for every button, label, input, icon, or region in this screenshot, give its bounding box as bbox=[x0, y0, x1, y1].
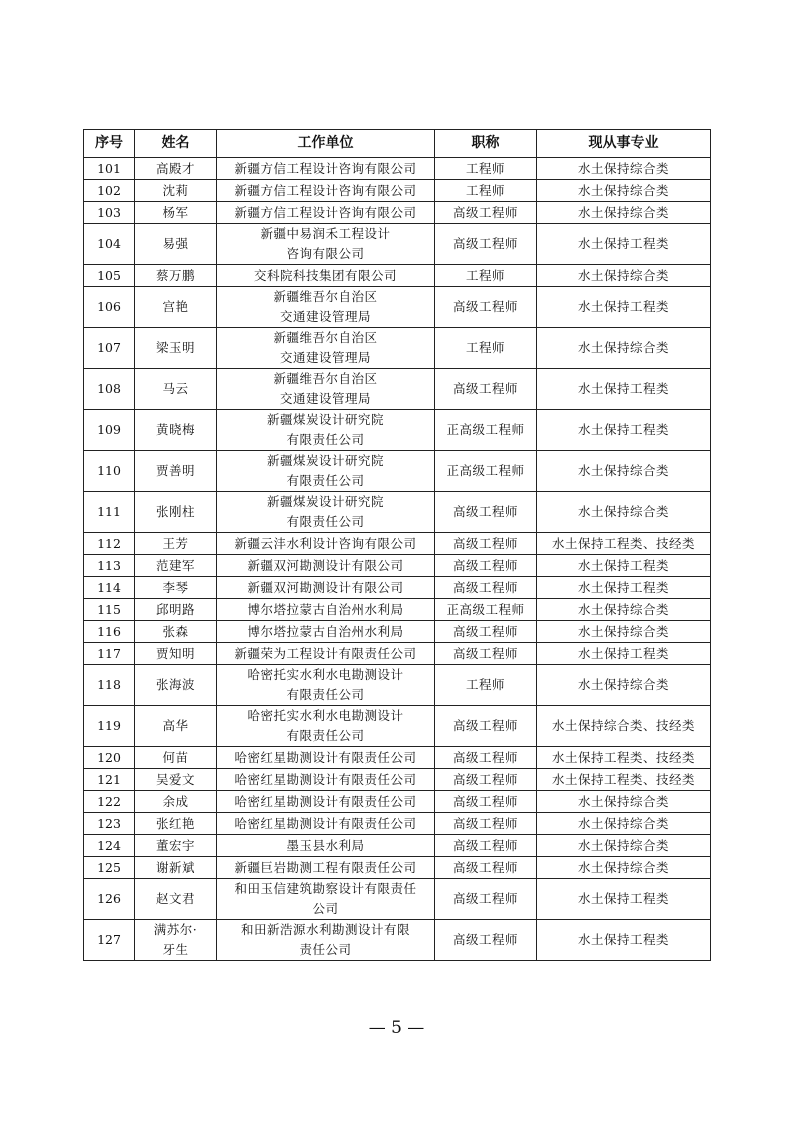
cell-name bbox=[135, 202, 217, 224]
cell-unit bbox=[217, 665, 435, 706]
cell-name-line: 满苏尔· bbox=[153, 922, 198, 937]
cell-unit-line: 新疆荣为工程设计有限责任公司 bbox=[234, 646, 417, 661]
cell-no: 117 bbox=[84, 643, 135, 665]
cell-no: 121 bbox=[84, 769, 135, 791]
cell-unit bbox=[217, 287, 435, 328]
cell-unit-line: 新疆方信工程设计咨询有限公司 bbox=[234, 183, 417, 198]
cell-name bbox=[135, 265, 217, 287]
cell-name bbox=[135, 410, 217, 451]
header-name: 姓名 bbox=[135, 130, 217, 158]
cell-title: 正高级工程师 bbox=[435, 451, 537, 492]
header-major: 现从事专业 bbox=[537, 130, 711, 158]
table-row bbox=[84, 706, 711, 747]
cell-unit bbox=[217, 813, 435, 835]
cell-unit-line: 和田玉信建筑勘察设计有限责任 bbox=[234, 881, 417, 896]
cell-unit bbox=[217, 265, 435, 287]
cell-unit-line: 有限责任公司 bbox=[286, 728, 365, 743]
cell-unit-line: 新疆煤炭设计研究院 bbox=[266, 494, 384, 509]
cell-no: 120 bbox=[84, 747, 135, 769]
cell-no: 109 bbox=[84, 410, 135, 451]
cell-no: 116 bbox=[84, 621, 135, 643]
cell-unit-line: 墨玉县水利局 bbox=[286, 838, 365, 853]
cell-name-line: 张刚柱 bbox=[155, 504, 195, 519]
cell-unit-line: 博尔塔拉蒙古自治州水利局 bbox=[247, 624, 404, 639]
cell-name bbox=[135, 857, 217, 879]
cell-no: 101 bbox=[84, 158, 135, 180]
cell-title: 高级工程师 bbox=[435, 813, 537, 835]
cell-name-line: 董宏宇 bbox=[155, 838, 195, 853]
cell-unit bbox=[217, 706, 435, 747]
cell-name bbox=[135, 813, 217, 835]
cell-unit-line: 交科院科技集团有限公司 bbox=[253, 268, 397, 283]
cell-name bbox=[135, 555, 217, 577]
cell-name bbox=[135, 369, 217, 410]
table-row bbox=[84, 920, 711, 961]
cell-unit-line: 和田新浩源水利勘测设计有限 bbox=[240, 922, 410, 937]
cell-name-line: 梁玉明 bbox=[155, 340, 195, 355]
table-row bbox=[84, 180, 711, 202]
cell-name bbox=[135, 577, 217, 599]
cell-title: 正高级工程师 bbox=[435, 599, 537, 621]
table-row bbox=[84, 492, 711, 533]
cell-unit bbox=[217, 879, 435, 920]
cell-unit-line: 交通建设管理局 bbox=[279, 350, 371, 365]
cell-no: 104 bbox=[84, 224, 135, 265]
table-row bbox=[84, 265, 711, 287]
cell-name-line: 张红艳 bbox=[155, 816, 195, 831]
cell-title: 高级工程师 bbox=[435, 202, 537, 224]
cell-name-line: 吴爱文 bbox=[155, 772, 195, 787]
cell-name bbox=[135, 835, 217, 857]
header-title: 职称 bbox=[435, 130, 537, 158]
cell-title: 高级工程师 bbox=[435, 706, 537, 747]
cell-title: 高级工程师 bbox=[435, 621, 537, 643]
header-no: 序号 bbox=[84, 130, 135, 158]
cell-no: 114 bbox=[84, 577, 135, 599]
cell-unit-line: 新疆维吾尔自治区 bbox=[273, 330, 378, 345]
cell-title: 高级工程师 bbox=[435, 287, 537, 328]
cell-major: 水土保持工程类 bbox=[537, 287, 711, 328]
cell-name bbox=[135, 224, 217, 265]
cell-unit-line: 新疆方信工程设计咨询有限公司 bbox=[234, 161, 417, 176]
cell-unit bbox=[217, 769, 435, 791]
cell-no: 115 bbox=[84, 599, 135, 621]
cell-name-line: 贾知明 bbox=[155, 646, 195, 661]
cell-major: 水土保持综合类 bbox=[537, 813, 711, 835]
table-row bbox=[84, 577, 711, 599]
cell-no: 119 bbox=[84, 706, 135, 747]
cell-major: 水土保持工程类 bbox=[537, 410, 711, 451]
cell-name-line: 黄晓梅 bbox=[155, 422, 195, 437]
cell-name-line: 沈莉 bbox=[162, 183, 189, 198]
cell-unit bbox=[217, 791, 435, 813]
cell-unit bbox=[217, 328, 435, 369]
table-row bbox=[84, 665, 711, 706]
cell-no: 110 bbox=[84, 451, 135, 492]
cell-name bbox=[135, 791, 217, 813]
cell-no: 122 bbox=[84, 791, 135, 813]
cell-no: 108 bbox=[84, 369, 135, 410]
cell-unit-line: 交通建设管理局 bbox=[279, 309, 371, 324]
cell-unit bbox=[217, 621, 435, 643]
cell-major: 水土保持工程类、技经类 bbox=[537, 747, 711, 769]
cell-unit-line: 咨询有限公司 bbox=[286, 246, 365, 261]
cell-name bbox=[135, 599, 217, 621]
cell-title: 高级工程师 bbox=[435, 492, 537, 533]
table-row bbox=[84, 835, 711, 857]
cell-major: 水土保持工程类、技经类 bbox=[537, 533, 711, 555]
cell-unit bbox=[217, 533, 435, 555]
cell-name-line: 赵文君 bbox=[155, 891, 195, 906]
table-row bbox=[84, 599, 711, 621]
cell-name-line: 余成 bbox=[162, 794, 189, 809]
cell-unit-line: 哈密红星勘测设计有限责任公司 bbox=[234, 772, 417, 787]
cell-major: 水土保持工程类 bbox=[537, 577, 711, 599]
cell-name-line: 贾善明 bbox=[155, 463, 195, 478]
cell-no: 107 bbox=[84, 328, 135, 369]
cell-unit bbox=[217, 224, 435, 265]
cell-no: 123 bbox=[84, 813, 135, 835]
cell-unit bbox=[217, 555, 435, 577]
cell-major: 水土保持综合类 bbox=[537, 328, 711, 369]
cell-name bbox=[135, 769, 217, 791]
cell-title: 工程师 bbox=[435, 180, 537, 202]
cell-name bbox=[135, 451, 217, 492]
cell-unit bbox=[217, 835, 435, 857]
cell-major: 水土保持综合类、技经类 bbox=[537, 706, 711, 747]
cell-no: 125 bbox=[84, 857, 135, 879]
cell-unit bbox=[217, 920, 435, 961]
cell-name-line: 谢新斌 bbox=[155, 860, 195, 875]
cell-no: 106 bbox=[84, 287, 135, 328]
page-number: — 5 — bbox=[368, 1018, 425, 1038]
cell-unit-line: 公司 bbox=[312, 901, 339, 916]
cell-no: 118 bbox=[84, 665, 135, 706]
table-row bbox=[84, 158, 711, 180]
table-row bbox=[84, 879, 711, 920]
cell-major: 水土保持综合类 bbox=[537, 835, 711, 857]
cell-name-line: 何苗 bbox=[162, 750, 189, 765]
cell-unit bbox=[217, 202, 435, 224]
cell-unit bbox=[217, 643, 435, 665]
cell-no: 112 bbox=[84, 533, 135, 555]
table-header-row bbox=[84, 130, 711, 158]
cell-title: 工程师 bbox=[435, 328, 537, 369]
cell-no: 126 bbox=[84, 879, 135, 920]
cell-title: 高级工程师 bbox=[435, 769, 537, 791]
cell-major: 水土保持综合类 bbox=[537, 158, 711, 180]
cell-unit bbox=[217, 492, 435, 533]
cell-title: 高级工程师 bbox=[435, 643, 537, 665]
cell-title: 高级工程师 bbox=[435, 555, 537, 577]
cell-unit-line: 哈密红星勘测设计有限责任公司 bbox=[234, 816, 417, 831]
cell-unit-line: 新疆煤炭设计研究院 bbox=[266, 412, 384, 427]
cell-title: 高级工程师 bbox=[435, 920, 537, 961]
cell-major: 水土保持综合类 bbox=[537, 791, 711, 813]
table-row bbox=[84, 224, 711, 265]
cell-name bbox=[135, 533, 217, 555]
cell-no: 105 bbox=[84, 265, 135, 287]
table-row bbox=[84, 857, 711, 879]
cell-name bbox=[135, 879, 217, 920]
cell-name-line: 宫艳 bbox=[162, 299, 189, 314]
cell-name-line: 李琴 bbox=[162, 580, 189, 595]
cell-name bbox=[135, 180, 217, 202]
table-row bbox=[84, 813, 711, 835]
table-row bbox=[84, 369, 711, 410]
cell-major: 水土保持工程类 bbox=[537, 920, 711, 961]
cell-title: 工程师 bbox=[435, 665, 537, 706]
table-row bbox=[84, 328, 711, 369]
cell-name-line: 张森 bbox=[162, 624, 189, 639]
cell-name bbox=[135, 747, 217, 769]
cell-title: 工程师 bbox=[435, 265, 537, 287]
cell-no: 113 bbox=[84, 555, 135, 577]
cell-major: 水土保持综合类 bbox=[537, 180, 711, 202]
cell-major: 水土保持工程类 bbox=[537, 369, 711, 410]
cell-unit-line: 有限责任公司 bbox=[286, 473, 365, 488]
cell-unit-line: 交通建设管理局 bbox=[279, 391, 371, 406]
cell-major: 水土保持工程类 bbox=[537, 555, 711, 577]
cell-no: 127 bbox=[84, 920, 135, 961]
cell-major: 水土保持综合类 bbox=[537, 202, 711, 224]
cell-name-line: 张海波 bbox=[155, 677, 195, 692]
table-row bbox=[84, 621, 711, 643]
cell-name-line: 马云 bbox=[162, 381, 189, 396]
cell-unit bbox=[217, 599, 435, 621]
cell-unit-line: 哈密红星勘测设计有限责任公司 bbox=[234, 794, 417, 809]
cell-major: 水土保持综合类 bbox=[537, 265, 711, 287]
cell-name bbox=[135, 158, 217, 180]
cell-name-line: 杨军 bbox=[162, 205, 189, 220]
table-row bbox=[84, 555, 711, 577]
cell-unit bbox=[217, 857, 435, 879]
cell-unit-line: 新疆云沣水利设计咨询有限公司 bbox=[234, 536, 417, 551]
cell-unit-line: 新疆煤炭设计研究院 bbox=[266, 453, 384, 468]
table-row bbox=[84, 410, 711, 451]
cell-unit-line: 新疆维吾尔自治区 bbox=[273, 371, 378, 386]
cell-unit-line: 博尔塔拉蒙古自治州水利局 bbox=[247, 602, 404, 617]
personnel-table bbox=[83, 129, 711, 961]
cell-unit bbox=[217, 577, 435, 599]
table-row bbox=[84, 769, 711, 791]
cell-title: 高级工程师 bbox=[435, 879, 537, 920]
header-unit: 工作单位 bbox=[217, 130, 435, 158]
cell-no: 124 bbox=[84, 835, 135, 857]
cell-no: 103 bbox=[84, 202, 135, 224]
cell-title: 高级工程师 bbox=[435, 533, 537, 555]
cell-name-line: 范建军 bbox=[155, 558, 195, 573]
cell-no: 111 bbox=[84, 492, 135, 533]
cell-name-line: 王芳 bbox=[162, 536, 189, 551]
cell-major: 水土保持工程类 bbox=[537, 224, 711, 265]
cell-unit-line: 哈密托实水利水电勘测设计 bbox=[247, 667, 404, 682]
cell-unit-line: 新疆维吾尔自治区 bbox=[273, 289, 378, 304]
cell-title: 高级工程师 bbox=[435, 224, 537, 265]
cell-unit bbox=[217, 747, 435, 769]
table-row bbox=[84, 643, 711, 665]
cell-title: 高级工程师 bbox=[435, 857, 537, 879]
table-row bbox=[84, 747, 711, 769]
cell-name bbox=[135, 643, 217, 665]
cell-name bbox=[135, 492, 217, 533]
cell-unit bbox=[217, 369, 435, 410]
table-row bbox=[84, 791, 711, 813]
table-row bbox=[84, 287, 711, 328]
cell-title: 高级工程师 bbox=[435, 369, 537, 410]
table-row bbox=[84, 202, 711, 224]
cell-major: 水土保持综合类 bbox=[537, 492, 711, 533]
cell-major: 水土保持工程类 bbox=[537, 643, 711, 665]
cell-name bbox=[135, 920, 217, 961]
cell-unit-line: 新疆双河勘测设计有限公司 bbox=[247, 580, 404, 595]
cell-title: 高级工程师 bbox=[435, 577, 537, 599]
cell-unit-line: 有限责任公司 bbox=[286, 432, 365, 447]
cell-unit-line: 哈密托实水利水电勘测设计 bbox=[247, 708, 404, 723]
cell-title: 高级工程师 bbox=[435, 747, 537, 769]
cell-name bbox=[135, 621, 217, 643]
table-row bbox=[84, 451, 711, 492]
cell-name-line: 高殿才 bbox=[155, 161, 195, 176]
cell-unit bbox=[217, 180, 435, 202]
cell-unit-line: 新疆双河勘测设计有限公司 bbox=[247, 558, 404, 573]
cell-unit-line: 责任公司 bbox=[299, 942, 352, 957]
cell-name bbox=[135, 328, 217, 369]
cell-title: 工程师 bbox=[435, 158, 537, 180]
cell-name bbox=[135, 665, 217, 706]
cell-name bbox=[135, 706, 217, 747]
cell-unit-line: 新疆中易润禾工程设计 bbox=[260, 226, 391, 241]
cell-unit-line: 新疆方信工程设计咨询有限公司 bbox=[234, 205, 417, 220]
cell-major: 水土保持工程类、技经类 bbox=[537, 769, 711, 791]
cell-major: 水土保持综合类 bbox=[537, 857, 711, 879]
cell-unit-line: 有限责任公司 bbox=[286, 687, 365, 702]
cell-title: 正高级工程师 bbox=[435, 410, 537, 451]
cell-name-line: 高华 bbox=[162, 718, 189, 733]
cell-unit bbox=[217, 410, 435, 451]
cell-title: 高级工程师 bbox=[435, 835, 537, 857]
cell-major: 水土保持综合类 bbox=[537, 621, 711, 643]
cell-name-line: 邱明路 bbox=[155, 602, 195, 617]
cell-unit-line: 新疆巨岩勘测工程有限责任公司 bbox=[234, 860, 417, 875]
table-row bbox=[84, 533, 711, 555]
cell-unit bbox=[217, 451, 435, 492]
cell-name-line: 易强 bbox=[162, 236, 189, 251]
cell-major: 水土保持综合类 bbox=[537, 665, 711, 706]
personnel-table-container bbox=[83, 129, 710, 961]
cell-unit bbox=[217, 158, 435, 180]
cell-major: 水土保持工程类 bbox=[537, 879, 711, 920]
cell-major: 水土保持综合类 bbox=[537, 599, 711, 621]
cell-unit-line: 有限责任公司 bbox=[286, 514, 365, 529]
cell-title: 高级工程师 bbox=[435, 791, 537, 813]
cell-name-line: 牙生 bbox=[162, 942, 189, 957]
cell-no: 102 bbox=[84, 180, 135, 202]
cell-name-line: 蔡万鹏 bbox=[155, 268, 195, 283]
cell-major: 水土保持综合类 bbox=[537, 451, 711, 492]
cell-name bbox=[135, 287, 217, 328]
cell-unit-line: 哈密红星勘测设计有限责任公司 bbox=[234, 750, 417, 765]
